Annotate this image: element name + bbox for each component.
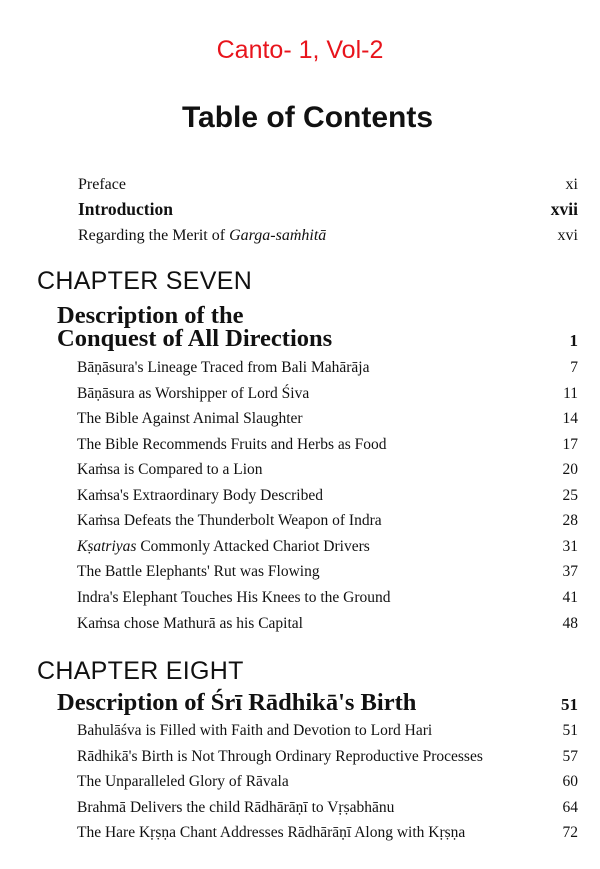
entry-title: Bahulāśva is Filled with Faith and Devotion to Lord Hari [77, 722, 433, 739]
toc-entry[interactable] [77, 487, 578, 505]
entry-title: Kṣatriyas Commonly Attacked Chariot Drivers [77, 538, 370, 555]
entry-title: The Unparalleled Glory of Rāvala [77, 773, 289, 790]
toc-entry[interactable] [77, 385, 578, 403]
toc-entry[interactable] [77, 722, 578, 740]
entry-page: 20 [562, 461, 578, 478]
entry-page: 11 [563, 385, 578, 402]
entry-page: 51 [562, 722, 578, 739]
toc-entry[interactable] [77, 773, 578, 791]
chapter-title-row[interactable] [57, 690, 578, 715]
toc-entry-preface[interactable] [78, 176, 578, 194]
entry-page: 37 [562, 563, 578, 580]
entry-page: 41 [562, 589, 578, 606]
chapter-title: Description of the [57, 302, 244, 329]
entry-title: Bāṇāsura as Worshipper of Lord Śiva [77, 385, 310, 402]
entry-page: 17 [562, 436, 578, 453]
entry-page: 72 [562, 824, 578, 841]
toc-entry[interactable] [77, 799, 578, 817]
chapter-title-row[interactable] [57, 326, 578, 351]
toc-entry[interactable] [77, 748, 578, 766]
chapter-label: CHAPTER SEVEN [37, 267, 253, 295]
entry-title: The Hare Kṛṣṇa Chant Addresses Rādhārāṇī Along with Kṛṣṇa [77, 824, 466, 841]
toc-entry[interactable] [77, 615, 578, 633]
entry-title: Brahmā Delivers the child Rādhārāṇī to Vṛṣabhānu [77, 799, 395, 816]
entry-title: The Bible Against Animal Slaughter [77, 410, 303, 427]
chapter-page: 1 [569, 331, 578, 350]
entry-page: 7 [570, 359, 578, 376]
toc-entry[interactable] [77, 538, 578, 556]
toc-entry[interactable] [77, 824, 578, 842]
page-title: Table of Contents [181, 101, 434, 134]
entry-page: 14 [562, 410, 578, 427]
volume-title: Canto- 1, Vol-2 [216, 36, 384, 64]
entry-title: The Bible Recommends Fruits and Herbs as Food [77, 436, 387, 453]
entry-title: Kaṁsa's Extraordinary Body Described [77, 487, 323, 504]
entry-page: 28 [562, 512, 578, 529]
entry-title: Bāṇāsura's Lineage Traced from Bali Mahārāja [77, 359, 370, 376]
entry-page: xi [565, 176, 578, 193]
toc-entry-introduction[interactable] [78, 199, 578, 220]
entry-page: 64 [562, 799, 578, 816]
toc-entry[interactable] [77, 461, 578, 479]
toc-entry[interactable] [77, 512, 578, 530]
toc-entry[interactable] [77, 410, 578, 428]
entry-page: xvii [550, 199, 578, 219]
entry-page: 57 [562, 748, 578, 765]
entry-title: Kaṁsa chose Mathurā as his Capital [77, 615, 303, 632]
entry-title: The Battle Elephants' Rut was Flowing [77, 563, 320, 580]
toc-entry-merit[interactable] [78, 227, 578, 245]
toc-entry[interactable] [77, 589, 578, 607]
entry-page: 48 [562, 615, 578, 632]
entry-title: Kaṁsa Defeats the Thunderbolt Weapon of Indra [77, 512, 382, 529]
entry-page: 25 [562, 487, 578, 504]
entry-page: 60 [562, 773, 578, 790]
entry-title: Introduction [78, 199, 173, 219]
chapter-title: Description of Śrī Rādhikā's Birth [57, 689, 417, 716]
chapter-title: Conquest of All Directions [57, 325, 333, 352]
entry-title: Kaṁsa is Compared to a Lion [77, 461, 263, 478]
entry-title: Indra's Elephant Touches His Knees to the Ground [77, 589, 391, 606]
entry-title: Rādhikā's Birth is Not Through Ordinary Reproductive Processes [77, 748, 483, 765]
chapter-label: CHAPTER EIGHT [37, 657, 244, 685]
entry-page: xvi [557, 227, 578, 244]
entry-title: Preface [78, 176, 126, 193]
toc-entry[interactable] [77, 563, 578, 581]
entry-page: 31 [562, 538, 578, 555]
chapter-page: 51 [561, 695, 578, 714]
toc-entry[interactable] [77, 436, 578, 454]
entry-title: Regarding the Merit of Garga-saṁhitā [78, 227, 327, 244]
toc-entry[interactable] [77, 359, 578, 377]
